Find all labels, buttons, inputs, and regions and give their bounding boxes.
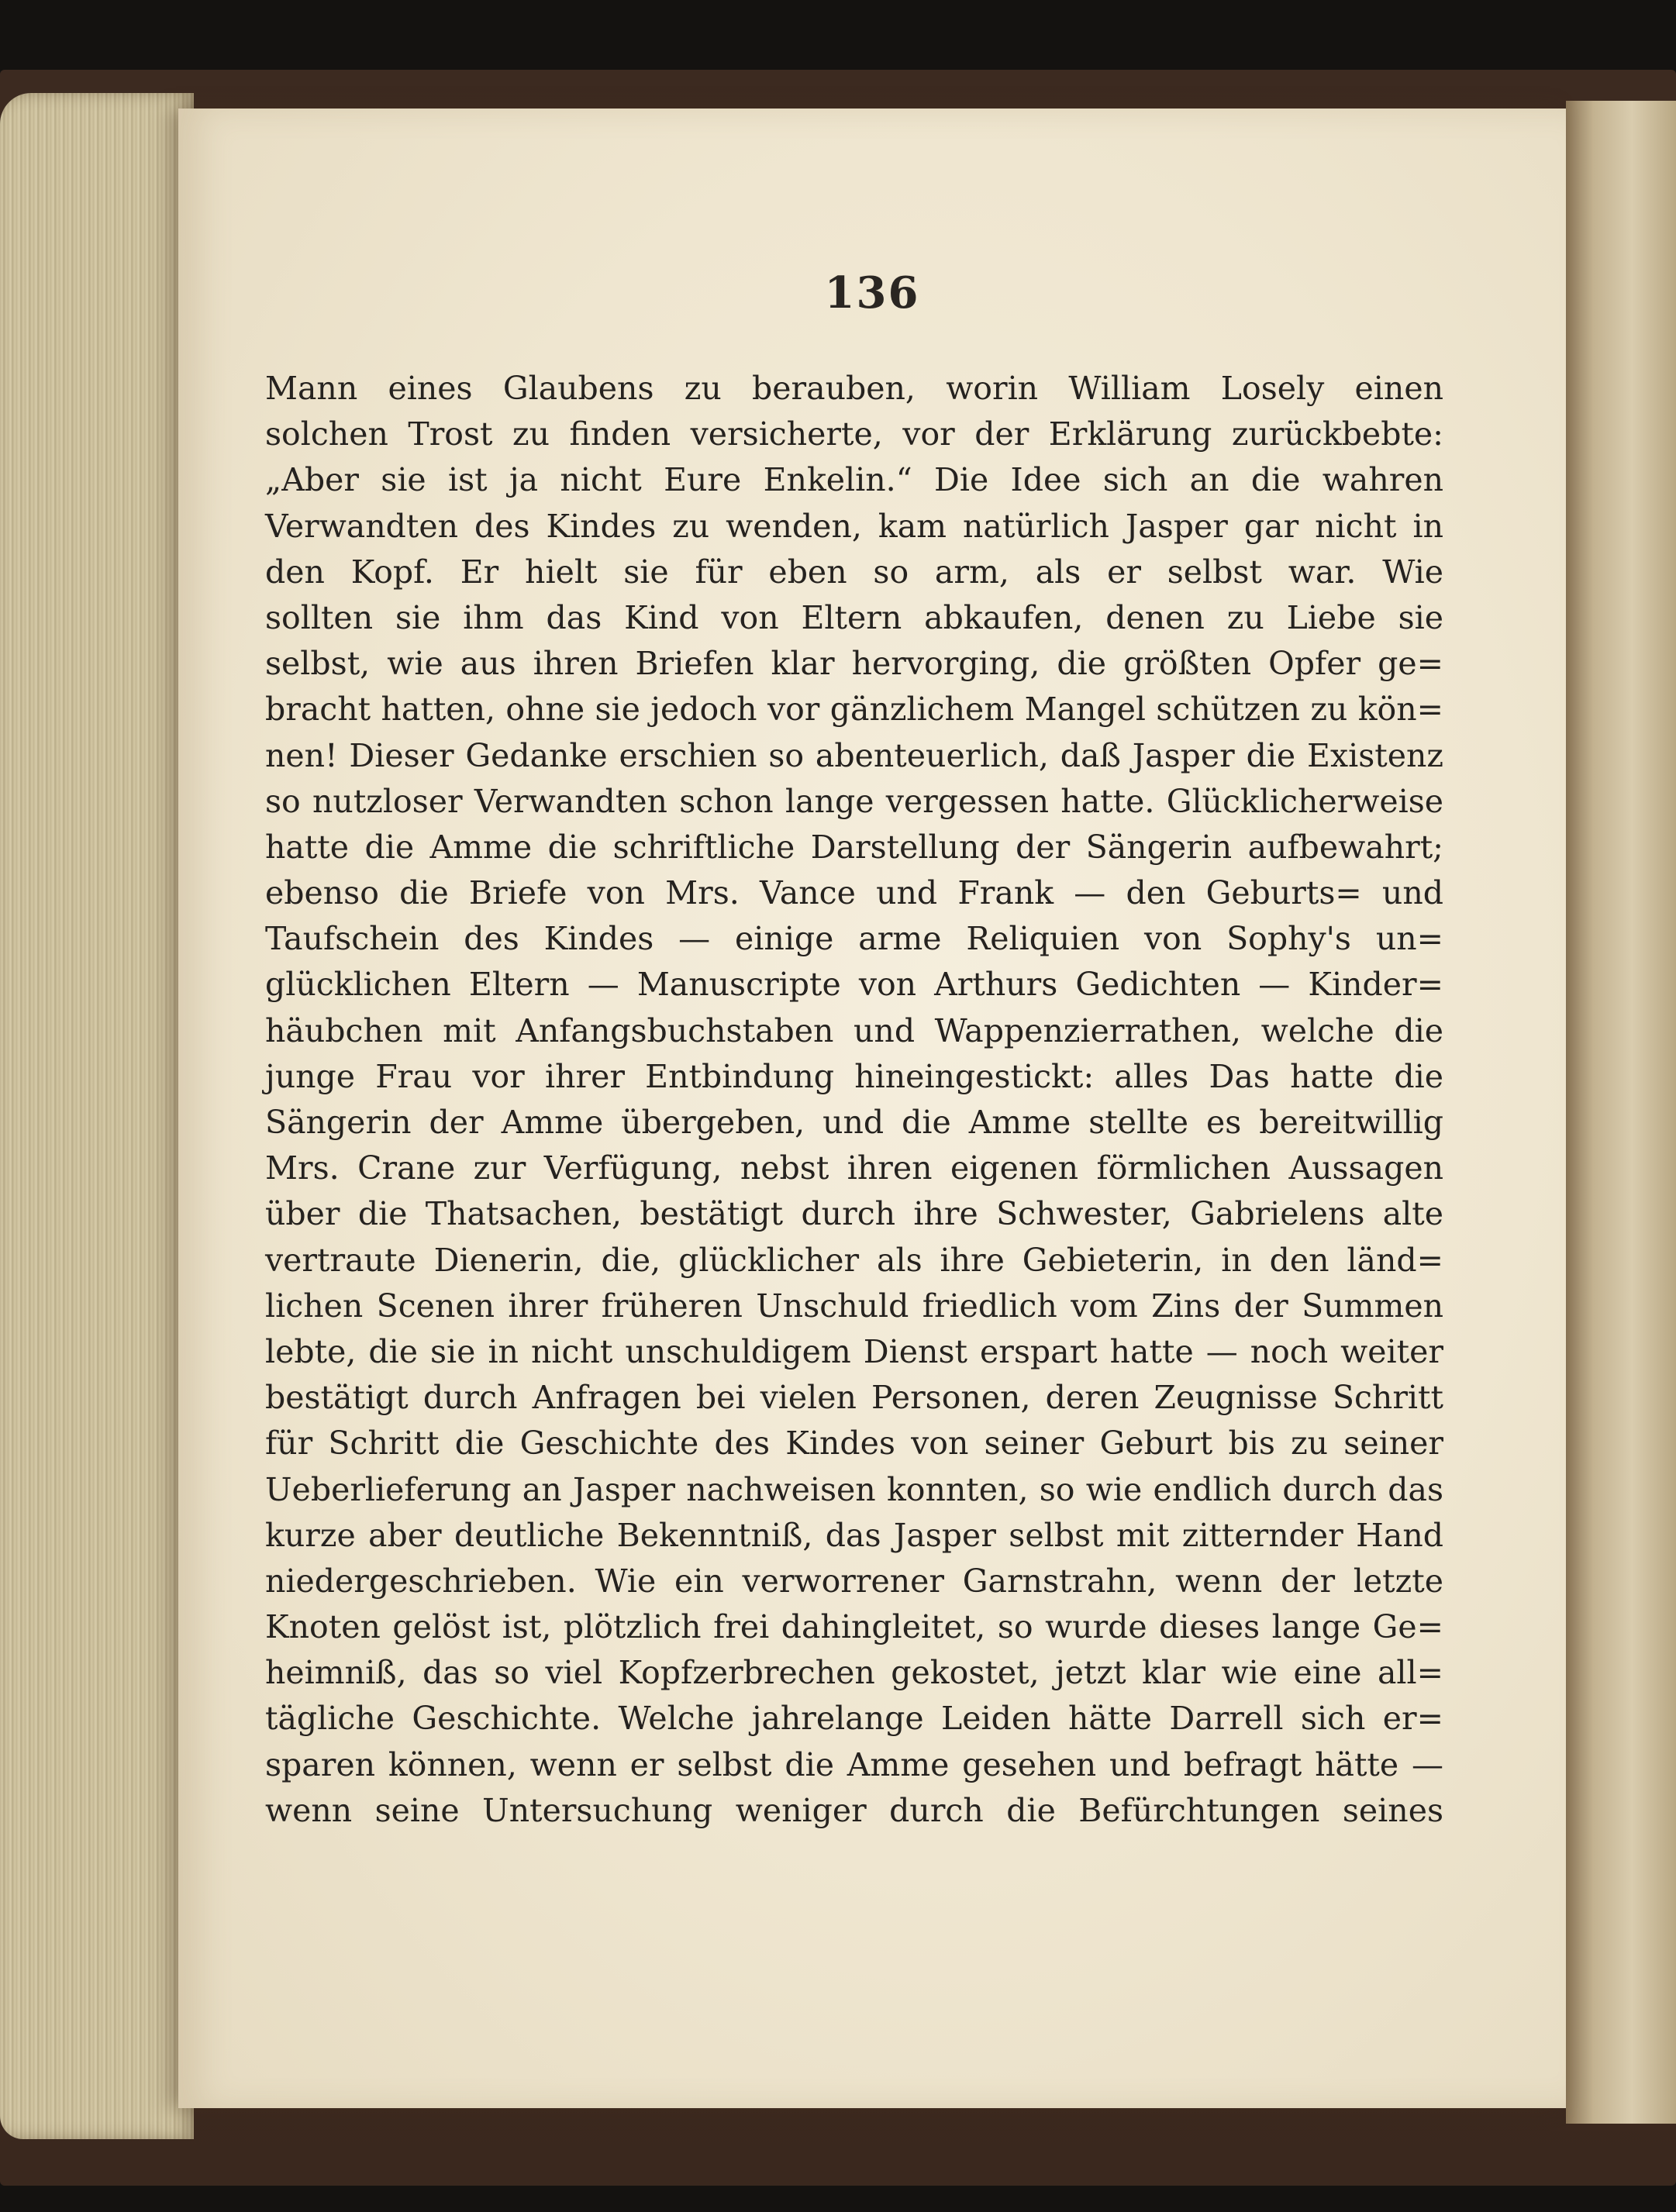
text-line: junge Frau vor ihrer Entbindung hineingestickt: alles Das hatte die [265,1057,1443,1095]
text-line: Verwandten des Kindes zu wenden, kam natürlich Jasper gar nicht in [265,507,1443,545]
text-line: bestätigt durch Anfragen bei vielen Personen, deren Zeugnisse Schritt [265,1379,1443,1417]
text-line: selbst, wie aus ihren Briefen klar hervorging, die größten Opfer ge= [265,645,1443,683]
text-line: sparen können, wenn er selbst die Amme gesehen und befragt hätte — [265,1745,1443,1783]
text-line: Mrs. Crane zur Verfügung, nebst ihren eigenen förmlichen Aussagen [265,1149,1443,1187]
body-text [265,366,1443,1834]
text-line: über die Thatsachen, bestätigt durch ihre Schwester, Gabrielens alte [265,1195,1443,1233]
text-line: heimniß, das so viel Kopfzerbrechen gekostet, jetzt klar wie eine all= [265,1654,1443,1692]
text-line: Knoten gelöst ist, plötzlich frei dahingleitet, so wurde dieses lange Ge= [265,1608,1443,1646]
text-line: Sängerin der Amme übergeben, und die Amme stellte es bereitwillig [265,1104,1443,1141]
page-number: 136 [824,267,920,319]
text-line: lichen Scenen ihrer früheren Unschuld friedlich vom Zins der Summen [265,1287,1443,1325]
text-line: lebte, die sie in nicht unschuldigem Dienst erspart hatte — noch weiter [265,1332,1443,1370]
text-line: solchen Trost zu finden versicherte, vor der Erklärung zurückbebte: [265,415,1443,453]
text-line: für Schritt die Geschichte des Kindes von seiner Geburt bis zu seiner [265,1425,1443,1463]
text-line: wenn seine Untersuchung weniger durch die Befürchtungen seines [265,1791,1443,1829]
text-line: vertraute Dienerin, die, glücklicher als ihre Gebieterin, in den länd= [265,1241,1443,1279]
text-line: glücklichen Eltern — Manuscripte von Arthurs Gedichten — Kinder= [265,966,1443,1004]
text-line: ebenso die Briefe von Mrs. Vance und Frank — den Geburts= und [265,874,1443,912]
text-line: Taufschein des Kindes — einige arme Reliquien von Sophy's un= [265,920,1443,958]
text-line: tägliche Geschichte. Welche jahrelange Leiden hätte Darrell sich er= [265,1700,1443,1738]
text-line: „Aber sie ist ja nicht Eure Enkelin.“ Die Idee sich an die wahren [265,461,1443,499]
text-line: hatte die Amme die schriftliche Darstellung der Sängerin aufbewahrt; [265,828,1443,866]
text-line: kurze aber deutliche Bekenntniß, das Jasper selbst mit zitternder Hand [265,1516,1443,1554]
text-line: so nutzloser Verwandten schon lange vergessen hatte. Glücklicherweise [265,782,1443,820]
text-line: nen! Dieser Gedanke erschien so abenteuerlich, daß Jasper die Existenz [265,736,1443,774]
text-line: sollten sie ihm das Kind von Eltern abkaufen, denen zu Liebe sie [265,598,1443,636]
text-line: Ueberlieferung an Jasper nachweisen konnten, so wie endlich durch das [265,1470,1443,1508]
text-line: bracht hatten, ohne sie jedoch vor gänzlichem Mangel schützen zu kön= [265,691,1443,729]
page-stack-edge [0,93,194,2139]
facing-page-edge [1566,101,1676,2124]
text-line: niedergeschrieben. Wie ein verworrener Garnstrahn, wenn der letzte [265,1562,1443,1600]
text-line: Mann eines Glaubens zu berauben, worin William Losely einen [265,370,1443,407]
text-line: häubchen mit Anfangsbuchstaben und Wappenzierrathen, welche die [265,1011,1443,1049]
text-line: den Kopf. Er hielt sie für eben so arm, als er selbst war. Wie [265,553,1443,591]
